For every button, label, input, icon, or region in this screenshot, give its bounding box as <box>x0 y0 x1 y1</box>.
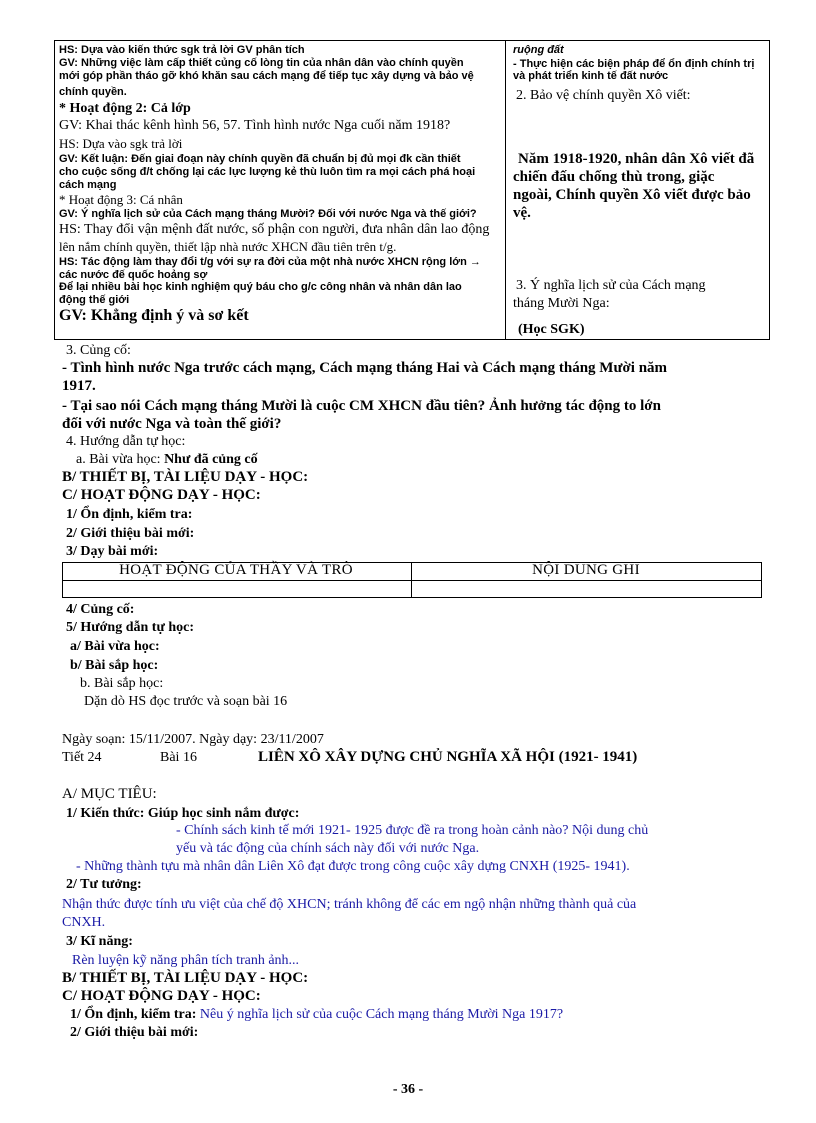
section-b2-heading: B/ THIẾT BỊ, TÀI LIỆU DẠY - HỌC: <box>62 970 309 986</box>
knowledge-item: - Những thành tựu mà nhân dân Liên Xô đạt được trong công cuộc xây dựng CNXH (1925- 1941). <box>76 859 630 874</box>
objective-skill: 3/ Kĩ năng: <box>66 934 133 949</box>
step-self-study-b: b/ Bài sắp học: <box>70 658 159 673</box>
section-c-heading: C/ HOẠT ĐỘNG DẠY - HỌC: <box>62 487 261 503</box>
self-study-item-label: a. Bài vừa học: <box>76 452 161 467</box>
box-left-line: chính quyền. <box>59 86 127 98</box>
box-right-line: Năm 1918-1920, nhân dân Xô viết đã <box>518 151 755 167</box>
section-b-heading: B/ THIẾT BỊ, TÀI LIỆU DẠY - HỌC: <box>62 469 309 485</box>
box-left-line: HS: Thay đổi vận mệnh đất nước, số phận con người, đưa nhân dân lao động <box>59 222 490 237</box>
step-self-study: 5/ Hướng dẫn tự học: <box>66 620 195 635</box>
box-left-line: GV: Kết luận: Đến giai đoạn này chính quyền đã chuẩn bị đủ mọi đk cần thiết <box>59 153 461 165</box>
box-right-line: 3. Ý nghĩa lịch sử của Cách mạng <box>516 278 706 293</box>
box-left-line: các nước đế quốc hoảng sợ <box>59 269 208 281</box>
check-line <box>70 1007 563 1023</box>
column-divider <box>505 41 506 339</box>
section-c2-heading: C/ HOẠT ĐỘNG DẠY - HỌC: <box>62 988 261 1004</box>
intro-new-lesson: 2/ Giới thiệu bài mới: <box>70 1025 199 1040</box>
consolidation-question: đối với nước Nga và toàn thế giới? <box>62 416 282 432</box>
box-left-line: * Hoạt động 3: Cá nhân <box>59 192 183 207</box>
step-self-study-b2: b. Bài sắp học: <box>80 676 164 691</box>
knowledge-item: yếu và tác động của chính sách này đối với nước Nga. <box>176 841 480 856</box>
page-number: - 36 - <box>392 1082 424 1097</box>
box-left-line: mới góp phần tháo gỡ khó khăn sau cách mạng để tiếp tục xây dựng và bảo vệ <box>59 70 474 82</box>
box-left-line: HS: Tác động làm thay đổi t/g với sự ra đời của một nhà nước XHCN rộng lớn → <box>59 256 481 268</box>
box-right-line: (Học SGK) <box>518 322 585 337</box>
box-left-line: HS: Dựa vào sgk trả lời <box>59 136 183 151</box>
self-study-item <box>76 452 258 468</box>
box-left-line: GV: Ý nghĩa lịch sử của Cách mạng tháng Mười? Đối với nước Nga và thế giới? <box>59 208 477 220</box>
lesson-number: Bài 16 <box>160 750 197 765</box>
self-study-guide: 4. Hướng dẫn tự học: <box>66 434 186 449</box>
box-right-line: chiến đấu chống thù trong, giặc <box>513 169 715 185</box>
lesson-dates: Ngày soạn: 15/11/2007. Ngày dạy: 23/11/2007 <box>62 732 324 747</box>
step-consolidate: 4/ Củng cố: <box>66 602 135 617</box>
step-teach: 3/ Dạy bài mới: <box>66 544 159 559</box>
table-row-divider <box>63 580 761 581</box>
consolidation-question: - Tình hình nước Nga trước cách mạng, Cách mạng tháng Hai và Cách mạng tháng Mười năm <box>62 360 668 376</box>
table-header-notes: NỘI DUNG GHI <box>532 562 640 578</box>
box-right-line: và phát triển kinh tế đất nước <box>513 70 669 82</box>
box-right-line: tháng Mười Nga: <box>513 296 610 311</box>
knowledge-item: - Chính sách kinh tế mới 1921- 1925 được đề ra trong hoàn cảnh nào? Nội dung chủ <box>176 823 649 838</box>
objective-knowledge: 1/ Kiến thức: Giúp học sinh nắm được: <box>66 806 300 821</box>
box-left-line: GV: Những việc làm cấp thiết củng cố lòng tin của nhân dân vào chính quyền <box>59 57 464 69</box>
box-left-line: lên nắm chính quyền, thiết lập nhà nước XHCN đầu tiên trên t/g. <box>59 239 397 254</box>
self-study-item-value: Như đã củng cố <box>164 452 258 467</box>
consolidation-question: 1917. <box>62 378 96 394</box>
box-right-line: 2. Bảo vệ chính quyền Xô viết: <box>516 88 691 103</box>
lesson-title: LIÊN XÔ XÂY DỰNG CHỦ NGHĨA XÃ HỘI (1921- 1941) <box>258 749 638 765</box>
step-stabilize: 1/ Ổn định, kiểm tra: <box>66 507 193 522</box>
box-left-line: GV: Khẳng định ý và sơ kết <box>59 307 249 324</box>
box-left-line: động thế giới <box>59 294 130 306</box>
box-left-line: Để lại nhiều bài học kinh nghiệm quý báu cho g/c công nhân và nhân dân lao <box>59 281 462 293</box>
box-right-line: ruộng đất <box>513 44 564 56</box>
step-introduce: 2/ Giới thiệu bài mới: <box>66 526 195 541</box>
skill-item: Rèn luyện kỹ năng phân tích tranh ảnh... <box>72 953 300 968</box>
homework-note: Dặn dò HS đọc trước và soạn bài 16 <box>84 694 288 709</box>
table-header-activities: HOẠT ĐỘNG CỦA THẦY VÀ TRÒ <box>119 562 353 578</box>
lesson-period: Tiết 24 <box>62 750 102 765</box>
objective-thought: 2/ Tư tưởng: <box>66 877 142 892</box>
box-left-line: cho cuộc sống đ/t chống lại các lực lượng kẻ thù luôn tìm ra mọi cách phá hoại <box>59 166 476 178</box>
thought-item: CNXH. <box>62 915 106 930</box>
objectives-heading: A/ MỤC TIÊU: <box>62 786 157 802</box>
check-question: Nêu ý nghĩa lịch sử của cuộc Cách mạng tháng Mười Nga 1917? <box>199 1007 564 1022</box>
box-left-line: cách mạng <box>59 179 117 191</box>
box-left-line: * Hoạt động 2: Cả lớp <box>59 101 191 116</box>
consolidation-heading: 3. Củng cố: <box>66 343 131 358</box>
box-right-line: vệ. <box>513 205 531 221</box>
step-self-study-a: a/ Bài vừa học: <box>70 639 160 654</box>
consolidation-question: - Tại sao nói Cách mạng tháng Mười là cuộc CM XHCN đầu tiên? Ảnh hưởng tác động to lớn <box>62 398 661 414</box>
box-right-line: ngoài, Chính quyền Xô viết được bảo <box>513 187 751 203</box>
box-left-line: GV: Khai thác kênh hình 56, 57. Tình hình nước Nga cuối năm 1918? <box>59 118 451 133</box>
box-right-line: - Thực hiện các biện pháp để ổn định chính trị <box>513 58 755 70</box>
thought-item: Nhận thức được tính ưu việt của chế độ XHCN; tránh không để các em ngộ nhận những thành quả của <box>62 897 637 912</box>
check-label: 1/ Ổn định, kiểm tra: <box>70 1007 197 1022</box>
box-left-line: HS: Dựa vào kiến thức sgk trả lời GV phân tích <box>59 44 305 56</box>
